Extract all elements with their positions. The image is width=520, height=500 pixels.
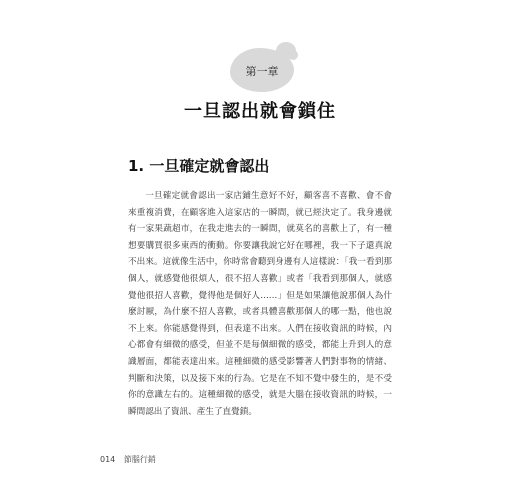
page-number: 014 (100, 455, 116, 464)
chapter-title: 一旦認出就會鎖住 (184, 101, 336, 122)
chapter-badge-label: 第一章 (245, 65, 279, 78)
body-text (128, 188, 392, 420)
chapter-badge (230, 48, 294, 92)
speech-bubble-tiny-shape (288, 50, 298, 60)
section-heading: 1. 一旦確定就會認出 (128, 157, 270, 175)
book-title: 節腦行銷 (123, 455, 156, 464)
body-paragraph: 一旦確定就會認出一家店鋪生意好不好，顧客喜不喜歡、會不會來重複消費，在顧客進入這家店的一瞬間，就已經決定了。我身邊就有一家果蔬超市，在我走進去的一瞬間，就莫名的喜歡上了，有一種想要購買很多東西的衝動。你要讓我說它好在哪裡，我一下子還真說不出來。這就像生活中，你時常會聽到身邊有人這樣說：「我一看到那個人，就感覺他很煩人，很不招人喜歡」或者「我看到那個人，就感覺他很招人喜歡，覺得他是個好人……」但是如果讓他說那個人為什麼討厭，為什麼不招人喜歡，或者具體喜歡那個人的哪一點，他也說不上來。你能感覺得到，但表達不出來。人們在接收資訊的時候，內心都會有細微的感受，但並不是每個細微的感受，都能上升到人的意識層面，都能表達出來。這種細微的感受影響著人們對事物的情緒、判斷和決策，以及接下來的行為。它是在不知不覺中發生的，是不受你的意識左右的。這種細微的感受，就是大腦在接收資訊的時候，一瞬間認出了資訊、產生了直覺鎖。 (128, 191, 392, 417)
page-footer (100, 454, 156, 465)
